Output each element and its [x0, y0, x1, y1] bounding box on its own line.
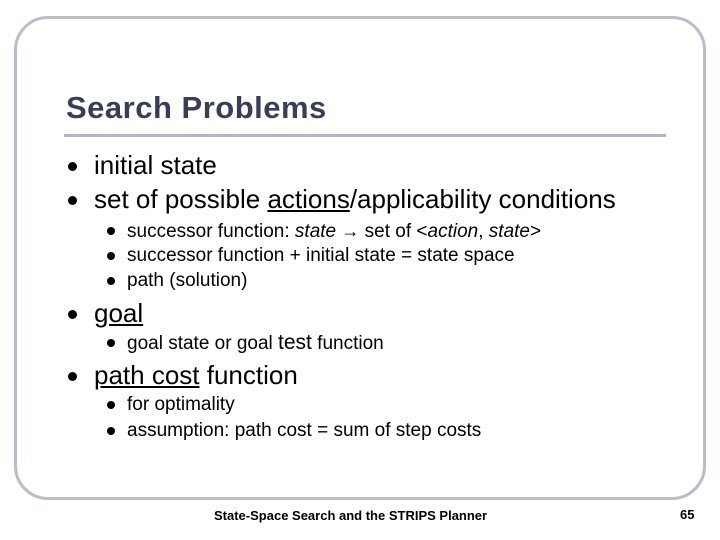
bullet-dot — [107, 401, 115, 409]
bullet-dot — [107, 252, 115, 260]
goal-term: goal — [94, 298, 144, 328]
path-cost-term: path cost — [94, 360, 200, 390]
bullet-dot — [68, 196, 77, 205]
bullet-dot — [107, 427, 115, 435]
arrow-right-icon: → — [341, 221, 360, 241]
bullet-dot — [107, 339, 115, 347]
page-number: 65 — [680, 507, 695, 522]
slide-title: Search Problems — [66, 90, 327, 125]
slide-footer: State-Space Search and the STRIPS Planner — [214, 508, 488, 523]
bullet-dot — [107, 277, 115, 285]
bullet-dot — [68, 162, 77, 171]
bullet-dot — [68, 310, 77, 319]
bullet-dot — [68, 372, 77, 381]
title-rule — [64, 134, 666, 137]
actions-term: actions — [267, 184, 350, 214]
bullet-dot — [107, 227, 115, 235]
